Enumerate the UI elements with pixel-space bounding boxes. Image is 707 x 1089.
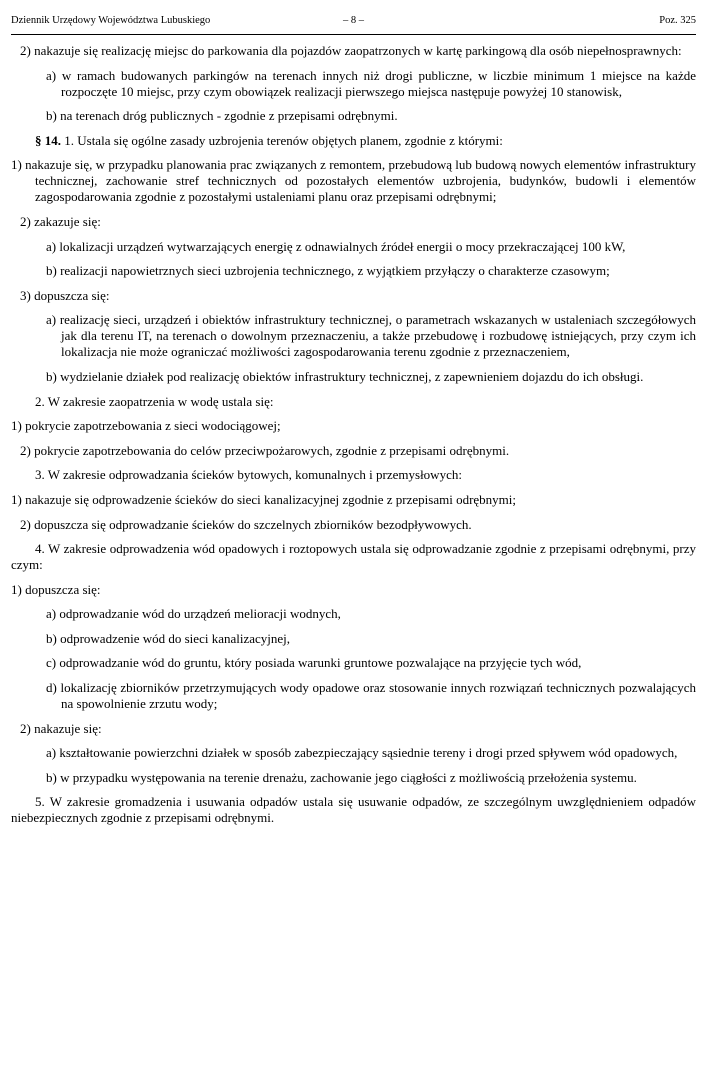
page-header [11, 14, 696, 32]
paragraph: 2) nakazuje się realizację miejsc do parkowania dla pojazdów zaopatrzonych w kartę parkingową dla osób niepełnosprawnych: [20, 43, 682, 58]
paragraph: 1) nakazuje się, w przypadku planowania prac związanych z remontem, przebudową lub budową nowych elementów infrastruktury technicznej, zachowanie stref technicznych od pozostałych elementów uzbrojenia, budynków, budowli i elementów zagospodarowania zgodnie z pozostałymi ustaleniami planu oraz przepisami odrębnymi; [11, 157, 696, 205]
paragraph: 1) dopuszcza się: [11, 581, 101, 597]
paragraph: a) realizację sieci, urządzeń i obiektów infrastruktury technicznej, o parametrach wskazanych w ustaleniach szczegółowych jak dla terenu IT, na terenach o dowolnym przeznaczeniu, a także przebudowę i rozbudowę istniejących, przy czym ich lokalizacja nie może ograniczać możliwości zagospodarowania terenu zgodnie z przeznaczeniem, [46, 312, 696, 360]
paragraph: c) odprowadzanie wód do gruntu, który posiada warunki gruntowe pozwalające na przyjęcie tych wód, [46, 655, 582, 671]
paragraph: b) w przypadku występowania na terenie drenażu, zachowanie jego ciągłości z możliwością przełożenia systemu. [46, 769, 637, 785]
paragraph: d) lokalizację zbiorników przetrzymujących wody opadowe oraz stosowanie innych rozwiązań technicznych pozwalających na spowolnienie zrzutu wody; [46, 680, 696, 712]
header-rule [11, 34, 696, 35]
paragraph: a) kształtowanie powierzchni działek w sposób zabezpieczający sąsiednie tereny i drogi przed spływem wód opadowych, [46, 745, 678, 761]
paragraph: 2) zakazuje się: [20, 213, 101, 229]
section-number: § 14. [35, 132, 61, 148]
position-number: Poz. 325 [659, 15, 696, 26]
document-body [11, 43, 696, 826]
paragraph: b) na terenach dróg publicznych - zgodnie z przepisami odrębnymi. [46, 108, 398, 124]
paragraph: 2) pokrycie zapotrzebowania do celów przeciwpożarowych, zgodnie z przepisami odrębnymi. [20, 442, 510, 458]
paragraph: 2) dopuszcza się odprowadzanie ścieków do szczelnych zbiorników bezodpływowych. [20, 516, 472, 532]
paragraph: a) w ramach budowanych parkingów na terenach innych niż drogi publiczne, w liczbie minimum 1 miejsce na każde rozpoczęte 10 miejsc, przy czym obowiązek realizacji pierwszego miejsca następuje powyżej 10 stanowisk, [46, 67, 696, 99]
journal-title: Dziennik Urzędowy Województwa Lubuskiego [11, 15, 211, 26]
paragraph: 5. W zakresie gromadzenia i usuwania odpadów ustala się usuwanie odpadów, ze szczególnym uwzględnieniem odpadów niebezpiecznych zgodnie z przepisami odrębnymi. [11, 794, 696, 826]
paragraph: 2. W zakresie zaopatrzenia w wodę ustala się: [35, 393, 274, 409]
paragraph: b) wydzielanie działek pod realizację obiektów infrastruktury technicznej, z zapewnieniem dojazdu do ich obsługi. [46, 368, 644, 384]
paragraph: b) odprowadzenie wód do sieci kanalizacyjnej, [46, 630, 291, 646]
page-number: – 8 – [343, 15, 364, 26]
paragraph: 3. W zakresie odprowadzania ścieków bytowych, komunalnych i przemysłowych: [35, 467, 462, 483]
paragraph: 3) dopuszcza się: [20, 287, 110, 303]
paragraph: b) realizacji napowietrznych sieci uzbrojenia technicznego, z wyjątkiem przyłączy o charakterze czasowym; [46, 263, 610, 279]
paragraph: 4. W zakresie odprowadzenia wód opadowych i roztopowych ustala się odprowadzanie zgodnie z przepisami odrębnymi, przy czym: [11, 541, 696, 573]
paragraph: a) lokalizacji urządzeń wytwarzających energię z odnawialnych źródeł energii o mocy przekraczającej 100 kW, [46, 238, 626, 254]
paragraph: 1) pokrycie zapotrzebowania z sieci wodociągowej; [11, 418, 281, 434]
paragraph: 2) nakazuje się: [20, 720, 102, 736]
paragraph: a) odprowadzanie wód do urządzeń melioracji wodnych, [46, 606, 341, 622]
section-paragraph: § 14. 1. Ustala się ogólne zasady uzbrojenia terenów objętych planem, zgodnie z którymi: [35, 132, 503, 148]
paragraph: 1) nakazuje się odprowadzenie ścieków do sieci kanalizacyjnej zgodnie z przepisami odrębnymi; [11, 491, 517, 507]
